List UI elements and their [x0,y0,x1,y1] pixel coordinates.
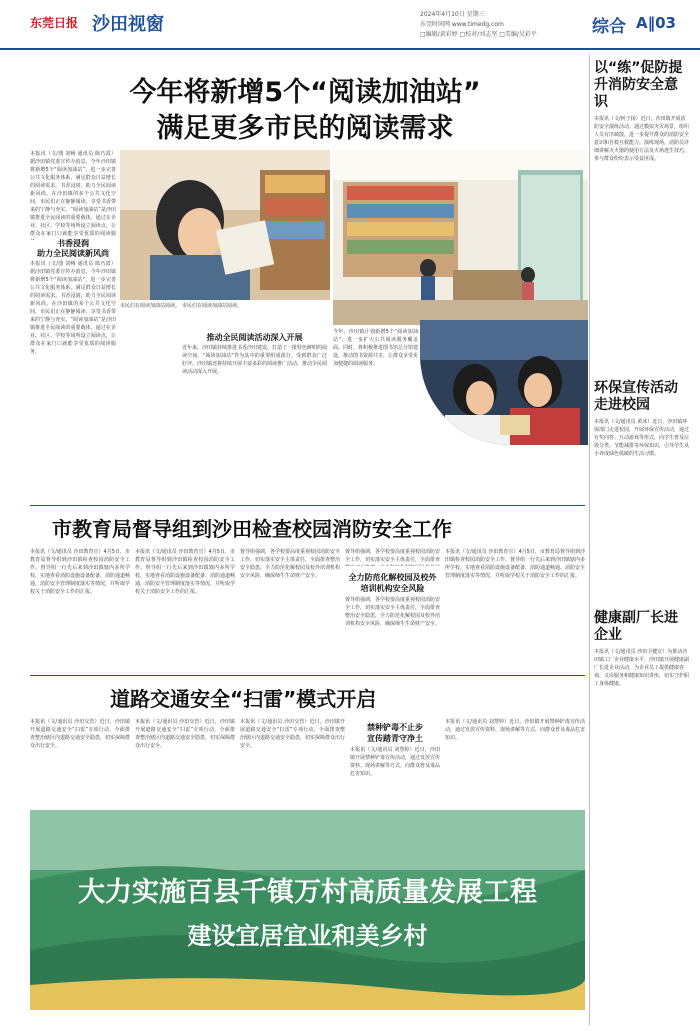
lead-body-col1: 本报讯（文/图 刘畅 通讯员 陈巧霞）据沙田镇党委宣传办消息，今年沙田镇将新增5个“阅读加油站”，进一步完善公共文化服务体系，满足群众日益增长的阅读需求。书香浸润，助力全民阅读新风尚。在沙田镇的多个公共文化空间，市民们正在静静阅读，享受书香带来的宁静与充实。“阅读加油站”是沙田镇推进全民阅读的重要载体，通过在企业、社区、学校等场所设立阅读点，让群众在家门口就能享受优质的阅读服务。 [30,261,116,355]
sidebar-title-2: 环保宣传活动走进校园 [594,380,678,413]
photo-caption: 市民们在阅读加油站阅读。 [120,303,180,309]
news2-body-col3: 督导组强调，各学校要高度重视校园消防安全工作，切实落实安全主体责任，全面排查整治安全隐患，全力防范化解校园及校外培训机构安全风险，确保师生生命财产安全。 [240,549,340,579]
newspaper-logo: 东莞日报 [30,16,79,30]
lead-body: 本报讯（文/图 刘畅 通讯员 陈巧霞）据沙田镇党委宣传办消息，今年沙田镇将新增5个“阅读加油站”，进一步完善公共文化服务体系，满足群众日益增长的阅读需求。书香浸润，助力全民阅读新风尚。在沙田镇的多个公共文化空间，市民们正在静静阅读，享受书香带来的宁静与充实。“阅读加油站”是沙田镇推进全民阅读的重要载体，通过在企业、社区、学校等场所设立阅读点，让群众在家门口就能享受优质的阅读服 [30,151,116,237]
reading-photo-1 [120,150,330,300]
banner-line2: 建设宜居宜业和美乡村 [187,922,428,950]
sidebar-title-1: 以“练”促防提升消防安全意识 [594,60,683,110]
news3-body-col1: 本报讯（文/通讯员 沙田交管）近日，沙田镇开展道路交通安全“扫雷”专项行动，全面排查整治辖区内道路交通安全隐患，切实保障群众出行安全。 [30,719,130,749]
library-photo [333,150,588,325]
editors: □编辑/黄彩婷 □校对/刘志坚 □美编/吴彩平 [420,31,537,38]
banner-line1: 大力实施百县千镇万村高质量发展工程 [78,877,537,908]
lead-body3: 今年，沙田镇计划新增5个“阅读加油站”，进一步扩大公共阅读服务覆盖面。同时，将积极推进图书馆总分馆建设，推动图书资源共享，让群众享受更加便捷的阅读服务。 [333,329,418,367]
news2-body-col5: 本报讯（文/通讯员 沙田教育宣）4月5日，市教育局督导组到沙田镇检查校园消防安全工作。督导组一行先后来到沙田镇辖内多所学校，实地查看消防设施设备配备、消防通道畅通、消防安全管理制度落实等情况，并听取学校关于消防安全工作的汇报。 [445,549,585,579]
lead-subhead1-line1: 书香浸润 [57,239,89,248]
sidebar-body-2: 本报讯（文/通讯员 黄冰）近日，沙田镇环保部门走进校园，开展环保宣传活动，通过有奖问答、互动游戏等形式，向学生普及垃圾分类、节能减排等环保知识，引导学生从小养成绿色低碳的生活习惯。 [594,419,690,457]
sidebar-title-3: 健康副厂长进企业 [594,610,678,643]
reading-photo-3 [420,320,588,445]
news2-body-col2: 本报讯（文/通讯员 沙田教育宣）4月5日，市教育局督导组到沙田镇检查校园消防安全工作。督导组一行先后来到沙田镇辖内多所学校，实地查看消防设施设备配备、消防通道畅通、消防安全管理制度落实等情况，并听取学校关于消防安全工作的汇报。 [135,549,235,595]
header-meta [420,10,537,40]
lead-body2: 近年来，沙田镇持续推进书香沙田建设，打造了一批特色鲜明的阅读空间，“阅读加油站”作为其中的重要组成部分，受到群众广泛好评。沙田镇还将持续开展丰富多彩的阅读推广活动，推动全民阅读活动深入开展。 [182,345,327,375]
section-title: 沙田视窗 [92,14,164,35]
news3-body-col3: 本报讯（文/通讯员 沙田交管）近日，沙田镇开展道路交通安全“扫雷”专项行动，全面排查整治辖区内道路交通安全隐患，切实保障群众出行安全。 [240,719,345,749]
sidebar-body-1: 本报讯（文/何子扬）近日，沙田镇开展消防安全演练活动，通过模拟火灾场景，组织人员有序疏散，进一步提升群众的消防安全意识和自救互救能力。演练现场，消防员详细讲解灭火器的使用方法及火场逃生技巧，参与群众纷纷表示受益匪浅。 [594,116,690,162]
website[interactable]: 东莞时间网 www.timedg.com [420,21,504,28]
section-label: 综合 [592,17,626,37]
news2-body-col1: 本报讯（文/通讯员 沙田教育宣）4月5日，市教育局督导组到沙田镇检查校园消防安全工作。督导组一行先后来到沙田镇辖内多所学校，实地查看消防设施设备配备、消防通道畅通、消防安全管理制度落实等情况，并听取学校关于消防安全工作的汇报。 [30,549,130,595]
news2-subhead-line1: 全力防范化解校园及校外 [348,573,437,582]
page-number: A‖03 [636,14,676,32]
news2-body-col4: 督导组强调，各学校要高度重视校园消防安全工作，切实落实安全主体责任，全面排查整治安全隐患，全力防范化解校园及校外培训机构安全风险，确保师生生命财产安全。 [345,597,440,627]
sidebar-body-3: 本报讯（文/通讯员 沙田卫健宣）为推动沙田镇工厂企业健康水平，沙田镇开展健康副厂长进企业活动，为企业员工提供健康咨询、义诊服务和健康知识讲座，切实守护职工身体健康。 [594,649,690,687]
lead-title-line1: 今年将新增5个“阅读加油站” [129,77,481,108]
news3-subhead-line2: 宣传踏青守净土 [367,734,423,743]
section-divider-2 [30,675,585,676]
lead-title-line2: 满足更多市民的阅读需求 [156,113,454,144]
lead-subhead2: 推动全民阅读活动深入开展 [206,333,303,342]
section-divider-1 [30,505,585,506]
news3-body-col2: 本报讯（文/通讯员 沙田交管）近日，沙田镇开展道路交通安全“扫雷”专项行动，全面排查整治辖区内道路交通安全隐患，切实保障群众出行安全。 [135,719,235,749]
lead-subhead1-line2: 助力全民阅读新风尚 [37,249,109,258]
news3-subhead-line1: 禁种铲毒不止步 [367,723,423,732]
issue-date: 2024年4月10日 星期三 [420,11,485,18]
news3-headline: 道路交通安全“扫雷”模式开启 [110,687,377,711]
lead-caption-2: 市民们在阅读加油站阅读。 [182,303,243,309]
slogan-banner [30,810,585,1010]
page-header [0,0,700,50]
news2-subhead-line2: 培训机构安全风险 [360,584,425,593]
news3-body-col5: 本报讯（文/通讯员 刘慧婷）近日，沙田镇开展禁种铲毒宣传活动，通过发放宣传资料、现场讲解等方式，向群众普及毒品危害知识。 [445,719,585,741]
news2-body-col4-top: 督导组强调，各学校要高度重视校园消防安全工作，切实落实安全主体责任，全面排查 [345,549,440,563]
banner-background [30,810,585,1010]
news2-headline: 市教育局督导组到沙田检查校园消防安全工作 [52,517,452,541]
sidebar-divider [589,55,590,1025]
news3-body-col4: 本报讯（文/通讯员 刘慧婷）近日，沙田镇开展禁种铲毒宣传活动，通过发放宣传资料、现场讲解等方式，向群众普及毒品危害知识。 [350,747,440,777]
